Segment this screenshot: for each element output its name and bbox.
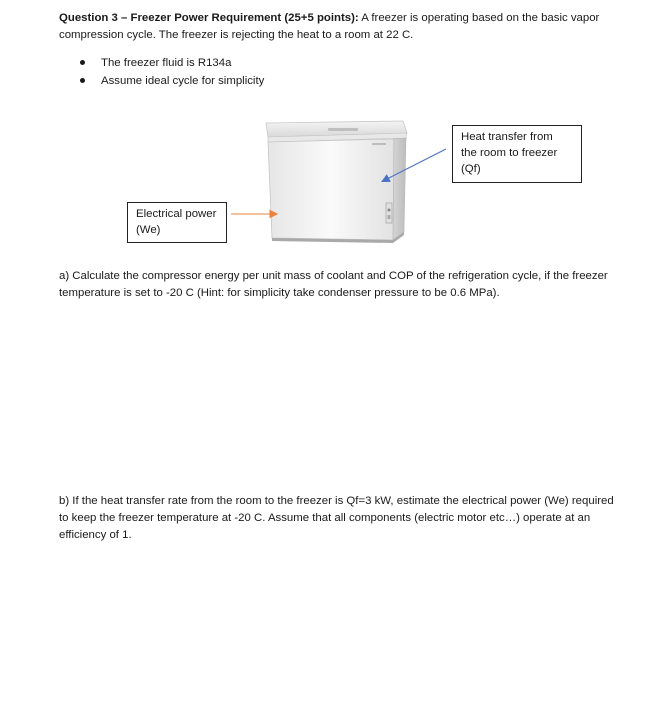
power-label-line: Electrical power: [136, 208, 217, 220]
chest-freezer-image: [266, 121, 407, 243]
heat-transfer-label: [452, 125, 582, 183]
question-title: Question 3 – Freezer Power Requirement (25+5 points):: [59, 12, 359, 24]
part-b-question: b) If the heat transfer rate from the room to the freezer is Qf=3 kW, estimate the electrical power (We) required to keep the freezer temperature at -20 C. Assume that all components (electric motor etc…) operate at an efficiency of 1.: [59, 495, 614, 541]
electrical-power-label: [127, 202, 227, 243]
assumption-text: The freezer fluid is R134a: [101, 57, 232, 69]
assumption-text: Assume ideal cycle for simplicity: [101, 75, 265, 87]
power-label-line: (We): [136, 224, 161, 236]
question-intro: A freezer is operating based on the basic vapor compression cycle. The freezer is rejecting the heat to a room at 22 C.: [59, 12, 600, 41]
heat-label-line: Heat transfer from: [461, 131, 553, 143]
heat-label-line: the room to freezer: [461, 147, 558, 159]
heat-label-line: (Qf): [461, 163, 481, 175]
part-a-question: a) Calculate the compressor energy per unit mass of coolant and COP of the refrigeration cycle, if the freezer temperature is set to -20 C (Hint: for simplicity take condenser pressure to be 0.6 MPa).: [59, 270, 608, 299]
